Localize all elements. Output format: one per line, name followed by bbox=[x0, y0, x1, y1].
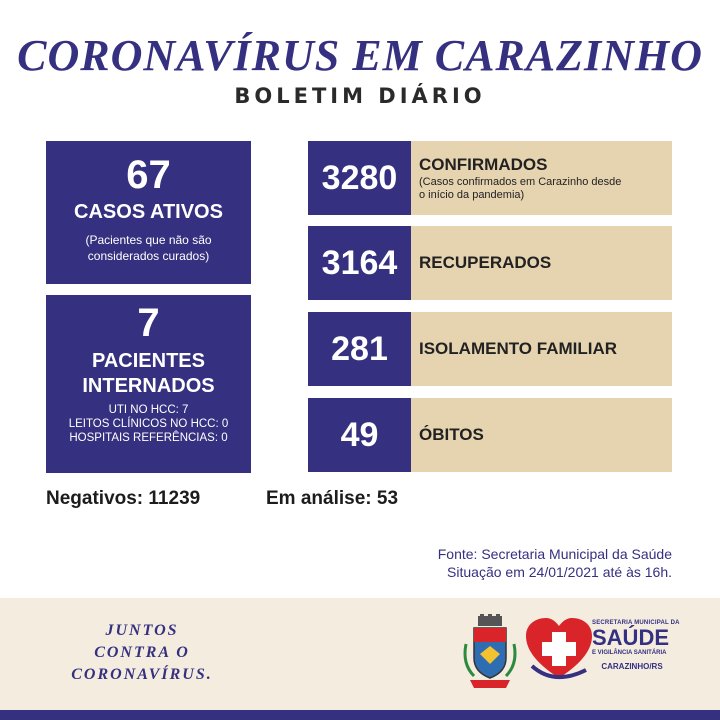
health-dept-line2: SAÚDE bbox=[592, 625, 670, 650]
deaths-label: ÓBITOS bbox=[419, 425, 484, 444]
negatives-count: Negativos: 11239 bbox=[46, 488, 201, 509]
situation-line: Situação em 24/01/2021 até às 16h. bbox=[447, 564, 672, 580]
confirmed-row bbox=[308, 141, 672, 215]
slogan-line2: CONTRA O bbox=[94, 644, 190, 661]
isolation-label: ISOLAMENTO FAMILIAR bbox=[419, 339, 618, 358]
footer bbox=[0, 598, 720, 710]
slogan bbox=[62, 620, 222, 686]
source-line: Fonte: Secretaria Municipal da Saúde bbox=[437, 546, 672, 562]
analysis-count: Em análise: 53 bbox=[266, 488, 399, 509]
page-subtitle: BOLETIM DIÁRIO bbox=[234, 84, 486, 108]
active-cases-note: (Pacientes que não são considerados curados) bbox=[85, 233, 212, 263]
confirmed-number: 3280 bbox=[308, 141, 411, 215]
confirmed-description: (Casos confirmados em Carazinho desde o início da pandemia) bbox=[419, 175, 622, 201]
hospitalized-number: 7 bbox=[137, 301, 160, 345]
hospitalized-card bbox=[46, 295, 251, 473]
health-dept-line3: E VIGILÂNCIA SANITÁRIA bbox=[592, 650, 667, 656]
isolation-number: 281 bbox=[308, 312, 411, 386]
page-title: CORONAVÍRUS EM CARAZINHO bbox=[17, 31, 703, 80]
deaths-number: 49 bbox=[308, 398, 411, 472]
city-crest-icon bbox=[460, 614, 520, 694]
hospitalized-label-line1: PACIENTES bbox=[92, 350, 205, 372]
isolation-row bbox=[308, 312, 672, 386]
health-dept-line4: CARAZINHO/RS bbox=[601, 662, 663, 671]
source-info bbox=[438, 545, 672, 581]
active-cases-number: 67 bbox=[126, 153, 171, 197]
active-cases-label: CASOS ATIVOS bbox=[74, 201, 223, 223]
recovered-row bbox=[308, 226, 672, 300]
slogan-line3: CORONAVÍRUS. bbox=[71, 666, 213, 683]
slogan-line1: JUNTOS bbox=[105, 622, 179, 639]
footer-bar bbox=[0, 710, 720, 720]
deaths-row bbox=[308, 398, 672, 472]
active-cases-card bbox=[46, 141, 251, 284]
hospitalized-reference-hospitals: HOSPITAIS REFERÊNCIAS: 0 bbox=[69, 432, 228, 444]
hospitalized-uti: UTI NO HCC: 7 bbox=[108, 404, 189, 416]
recovered-number: 3164 bbox=[308, 226, 411, 300]
recovered-label: RECUPERADOS bbox=[419, 253, 552, 272]
hospitalized-label-line2: INTERNADOS bbox=[82, 375, 215, 397]
health-department bbox=[592, 620, 692, 671]
hospitalized-clinical-beds: LEITOS CLÍNICOS NO HCC: 0 bbox=[68, 418, 229, 430]
confirmed-label: CONFIRMADOS bbox=[419, 154, 548, 174]
health-heart-icon bbox=[524, 616, 594, 686]
health-dept-line1: SECRETARIA MUNICIPAL DA bbox=[592, 620, 680, 626]
